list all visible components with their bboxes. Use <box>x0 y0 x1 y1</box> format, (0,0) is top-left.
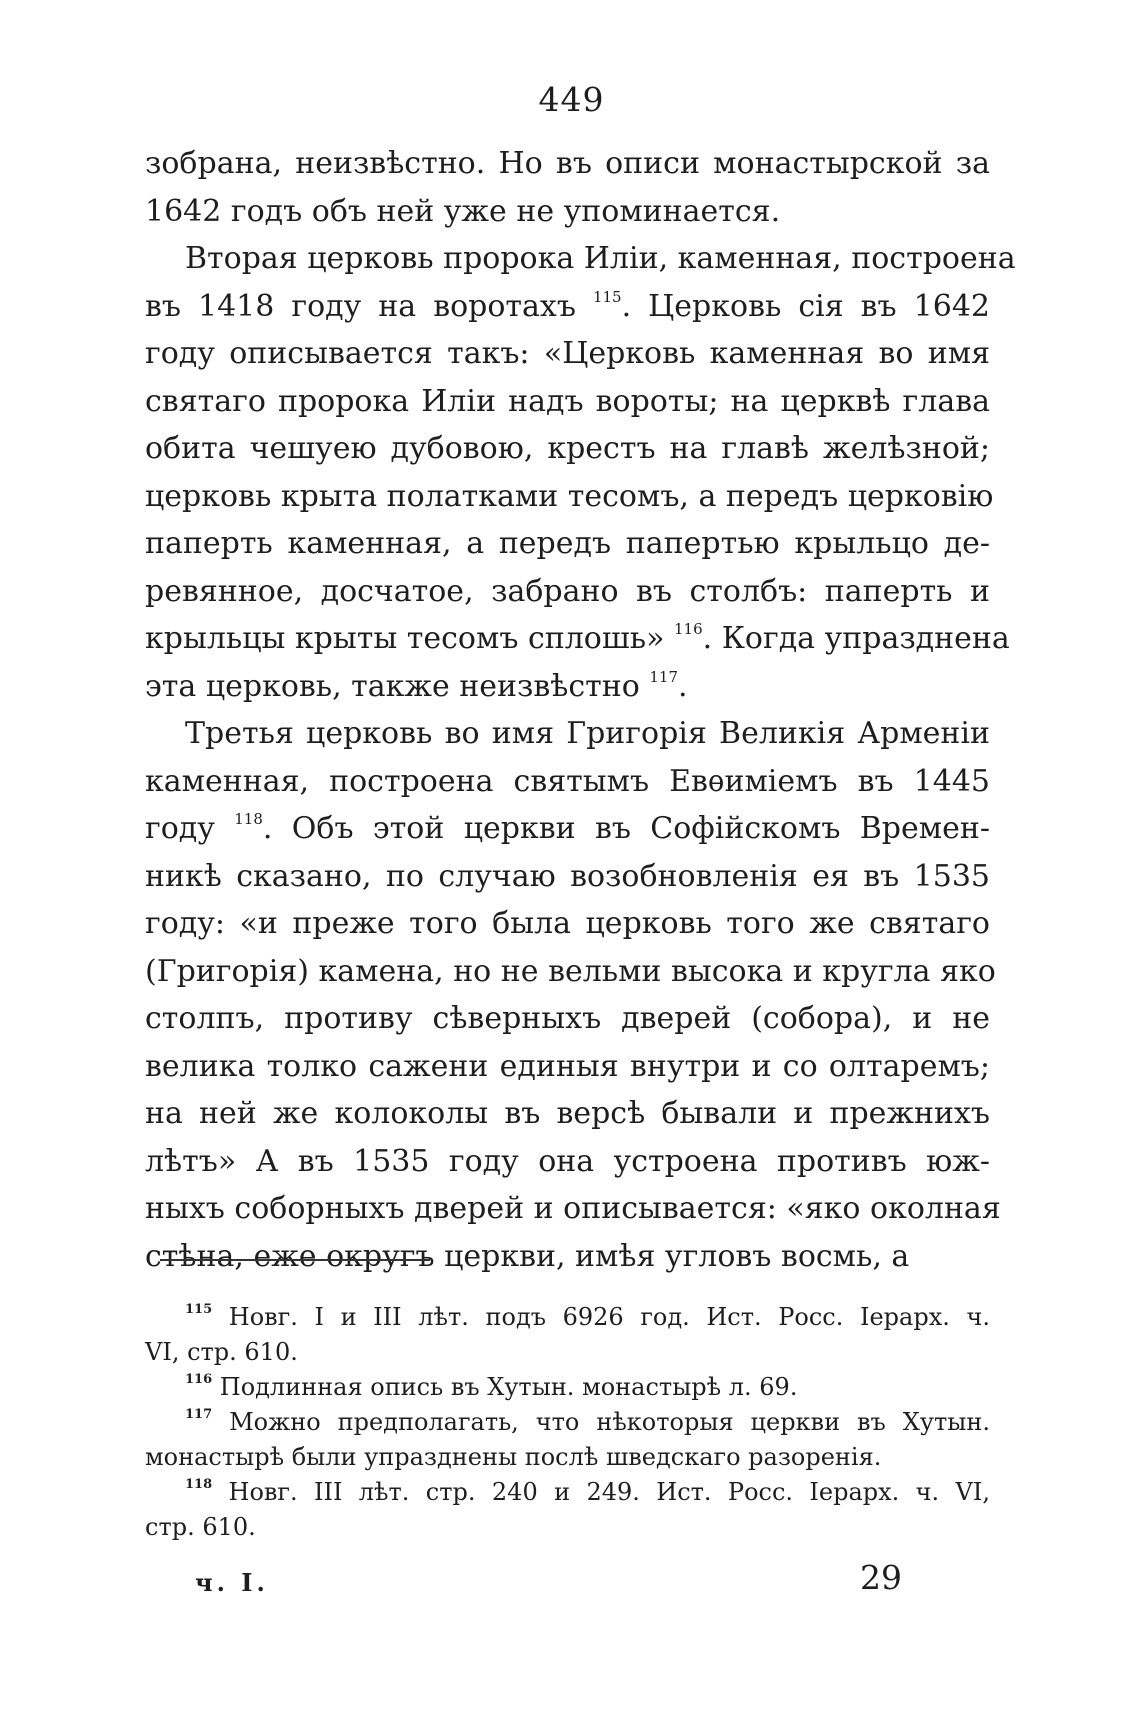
footnote-line: VI, стр. 610. <box>145 1338 298 1366</box>
text-line: 1642 годъ объ ней уже не упоминается. <box>145 193 781 229</box>
text-line: обита чешуею дубовою, крестъ на главѣ желѣзной; <box>145 431 990 466</box>
page-number: 449 <box>538 80 605 119</box>
text-line: на ней же колоколы въ версѣ бывали и прежнихъ <box>145 1096 990 1131</box>
footnote-ref: 115 <box>185 1302 213 1317</box>
footnote-ref: 117 <box>185 1407 213 1422</box>
text-line: зобрана, неизвѣстно. Но въ описи монастырской за <box>145 146 990 181</box>
footnote-ref: 117 <box>649 667 679 686</box>
text-line: эта церковь, также неизвѣстно $^{117}$. <box>145 667 688 704</box>
text-line: году: «и преже того была церковь того же святаго <box>145 906 990 941</box>
text-line: году описывается такъ: «Церковь каменная во имя <box>145 336 990 371</box>
footnote-ref: 118 <box>234 810 263 828</box>
footnote <box>145 1300 990 1370</box>
text-line: году $^{118}$. Объ этой церкви въ Софійскомъ Времен- <box>145 810 990 846</box>
text-line: никѣ сказано, по случаю возобновленія ея въ 1535 <box>145 858 990 894</box>
text-line: столпъ, противу сѣверныхъ дверей (собора), и не <box>145 1001 990 1036</box>
footnote-ref: 116 <box>673 620 703 638</box>
footnote-line: $^{115}$ Новг. I и III лѣт. подъ 6926 год. Ист. Росс. Іерарх. ч. <box>185 1302 990 1331</box>
footnote-line: монастырѣ были упразднены послѣ шведскаго разоренія. <box>145 1443 882 1471</box>
signature-mark: ч. I. <box>195 1568 269 1597</box>
footnote-line: $^{118}$ Новг. III лѣт. стр. 240 и 249. Ист. Росс. Іерарх. ч. VI, <box>185 1477 990 1506</box>
text-line: Третья церковь во имя Григорія Великія Арменіи <box>185 716 990 751</box>
footnote-ref: 118 <box>185 1477 213 1492</box>
paragraph <box>145 710 1001 1280</box>
text-line: церковь крыта полатками тесомъ, а передъ церковію <box>145 478 994 514</box>
footnote <box>145 1405 990 1475</box>
text-line: стѣна, еже округъ церкви, имѣя угловъ восмь, а <box>145 1238 910 1274</box>
footnote-rule <box>160 1259 430 1261</box>
text-line: ревянное, досчатое, забрано въ столбъ: паперть и <box>145 573 990 609</box>
footnote-line: стр. 610. <box>145 1513 256 1541</box>
footnote-ref: 115 <box>592 287 622 306</box>
text-line: ныхъ соборныхъ дверей и описывается: «яко околная <box>145 1191 1001 1226</box>
text-line: (Григорія) камена, но не вельми высока и кругла яко <box>145 953 996 989</box>
text-line: лѣтъ» А въ 1535 году она устроена противъ юж- <box>145 1143 990 1179</box>
text-line: крыльцы крыты тесомъ сплошь» $^{116}$. Когда упразднена <box>145 620 1010 656</box>
footnote-ref: 116 <box>185 1372 213 1387</box>
text-line: въ 1418 году на воротахъ $^{115}$. Церковь сія въ 1642 <box>145 287 991 324</box>
footnote <box>145 1475 990 1545</box>
footnotes <box>145 1300 990 1545</box>
text-line: паперть каменная, а передъ папертью крыльцо де- <box>145 526 990 561</box>
paragraph <box>145 235 1016 710</box>
text-line: велика толко сажени единыя внутри и со олтаремъ; <box>145 1048 990 1084</box>
sheet-number: 29 <box>860 1558 902 1597</box>
body-text <box>145 140 1016 1280</box>
footnote-line: $^{116}$ Подлинная опись въ Хутын. монастырѣ л. 69. <box>185 1372 798 1401</box>
text-line: Вторая церковь пророка Иліи, каменная, построена <box>185 241 1016 276</box>
paragraph <box>145 140 990 235</box>
footnote <box>145 1370 990 1405</box>
text-line: каменная, построена святымъ Евѳиміемъ въ 1445 <box>145 763 990 799</box>
footnote-line: $^{117}$ Можно предполагать, что нѣкоторыя церкви въ Хутын. <box>185 1407 990 1436</box>
text-line: святаго пророка Иліи надъ вороты; на церквѣ глава <box>145 383 990 419</box>
